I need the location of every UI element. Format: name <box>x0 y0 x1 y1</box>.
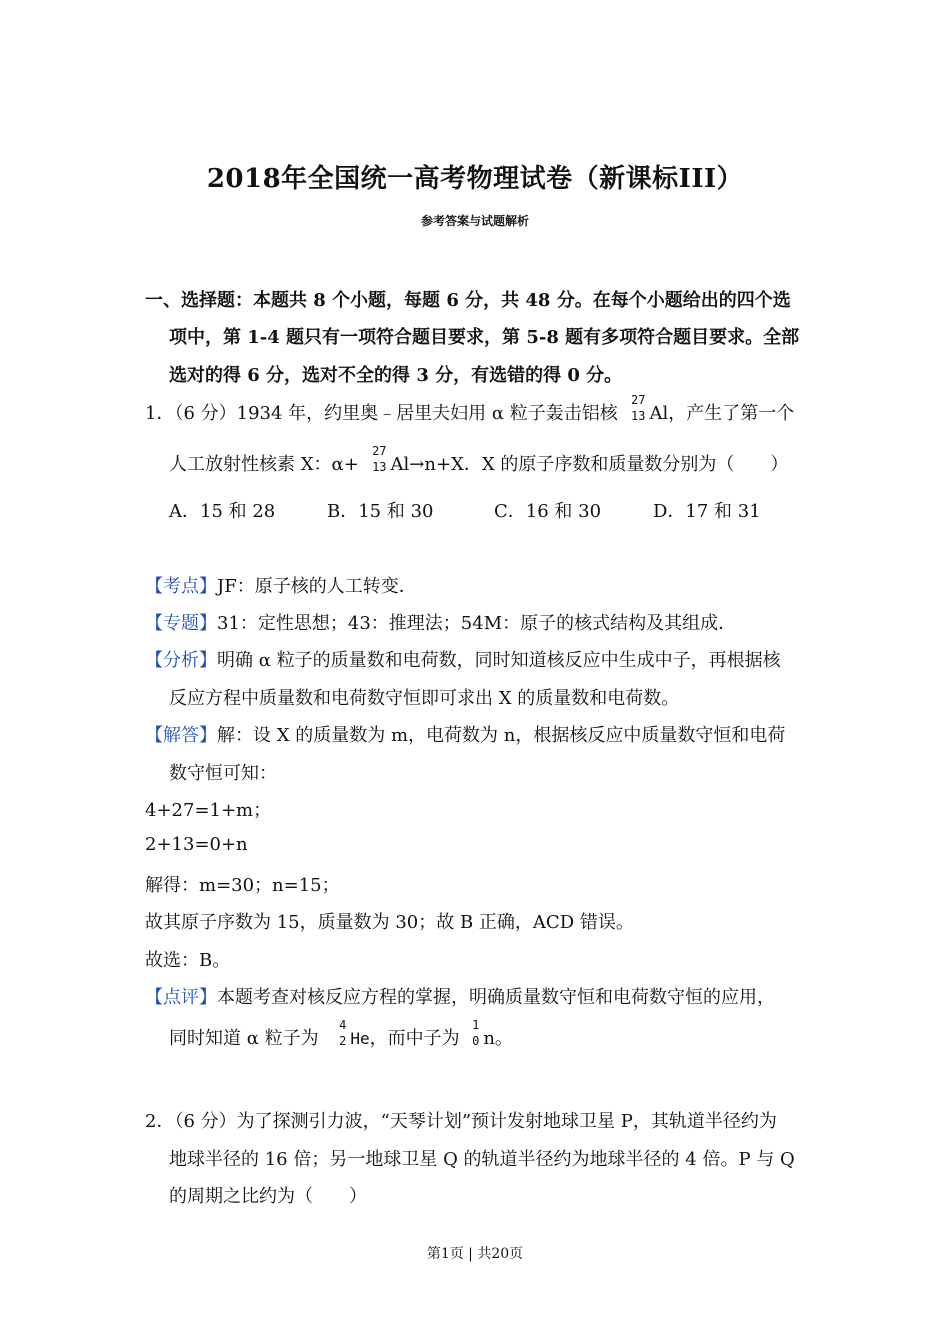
section-heading-line-1: 一、选择题：本题共 8 个小题，每题 6 分，共 48 分。在每个小题给出的四个选 <box>145 290 791 311</box>
zhuanti-text: 31：定性思想；43：推理法；54M：原子的核式结构及其组成． <box>217 613 737 634</box>
q1-stem-line-1 <box>145 393 795 425</box>
dianping-tag: 【点评】 <box>145 987 217 1008</box>
q1-option-a: A．15 和 28 <box>169 501 276 522</box>
al-mass-number: 27 <box>631 393 646 407</box>
fenxi-line-1 <box>145 646 781 672</box>
dianping-line-1 <box>145 983 775 1009</box>
zhuanti-tag: 【专题】 <box>145 613 217 634</box>
fenxi-tag: 【分析】 <box>145 650 217 671</box>
equation-1: 4+27=1+m； <box>145 800 272 821</box>
al-mass-number-2: 27 <box>372 444 387 458</box>
helium-symbol: He <box>350 1029 370 1048</box>
fenxi-text-1: 明确 α 粒子的质量数和电荷数，同时知道核反应中生成中子，再根据核 <box>217 650 781 671</box>
n-atomic-number: 0 <box>472 1034 480 1048</box>
neutron-nuclide-symbol <box>467 1018 481 1050</box>
equation-2: 2+13=0+n <box>145 834 248 855</box>
q1-stem-text-b: Al，产生了第一个 <box>649 403 795 424</box>
q2-stem-line-1: 2．（6 分）为了探测引力波，“天琴计划”预计发射地球卫星 P，其轨道半径约为 <box>145 1111 777 1132</box>
helium-nuclide-symbol <box>326 1018 348 1050</box>
aluminum-nuclide-symbol-2 <box>367 444 389 476</box>
jieda-text-1: 解：设 X 的质量数为 m，电荷数为 n，根据核反应中质量数守恒和电荷 <box>217 725 786 746</box>
kaodian-line <box>145 572 417 598</box>
q1-option-b: B．15 和 30 <box>327 501 434 522</box>
n-mass-number: 1 <box>472 1018 480 1032</box>
equation-3: 解得：m=30；n=15； <box>145 875 340 896</box>
kaodian-text: JF：原子核的人工转变． <box>217 576 417 597</box>
q1-stem-text-a: 1．（6 分）1934 年，约里奥﹣居里夫妇用 α 粒子轰击铝核 <box>145 403 618 424</box>
page-footer: 第1页 | 共20页 <box>426 1246 524 1262</box>
q1-option-d: D．17 和 31 <box>653 501 761 522</box>
kaodian-tag: 【考点】 <box>145 576 217 597</box>
aluminum-nuclide-symbol <box>626 393 648 425</box>
q1-option-c: C．16 和 30 <box>494 501 602 522</box>
he-mass-number: 4 <box>339 1018 347 1032</box>
q1-stem-text-d: Al→n+X．X 的原子序数和质量数分别为（ ） <box>390 454 789 475</box>
dianping-text-2b: ，而中子为 <box>369 1028 460 1049</box>
neutron-symbol: n。 <box>483 1028 513 1049</box>
page-title: 2018年全国统一高考物理试卷（新课标III） <box>206 164 744 194</box>
jieda-line-2: 数守恒可知： <box>169 763 277 784</box>
section-heading-line-3: 选对的得 6 分，选对不全的得 3 分，有选错的得 0 分。 <box>169 365 623 386</box>
q1-stem-line-2 <box>169 444 789 476</box>
dianping-line-2 <box>169 1018 513 1050</box>
al-atomic-number-2: 13 <box>372 460 387 474</box>
conclusion-line: 故其原子序数为 15，质量数为 30；故 B 正确，ACD 错误。 <box>145 912 634 933</box>
page-subtitle: 参考答案与试题解析 <box>420 214 529 228</box>
al-atomic-number: 13 <box>631 409 646 423</box>
answer-line: 故选：B。 <box>145 950 231 971</box>
he-atomic-number: 2 <box>339 1034 347 1048</box>
q2-stem-line-3: 的周期之比约为（ ） <box>169 1186 367 1207</box>
dianping-text-1: 本题考查对核反应方程的掌握，明确质量数守恒和电荷数守恒的应用， <box>217 987 775 1008</box>
fenxi-line-2: 反应方程中质量数和电荷数守恒即可求出 X 的质量数和电荷数。 <box>169 688 680 709</box>
zhuanti-line <box>145 609 736 635</box>
q1-stem-text-c: 人工放射性核素 X：α+ <box>169 454 359 475</box>
section-heading-line-2: 项中，第 1-4 题只有一项符合题目要求，第 5-8 题有多项符合题目要求。全部 <box>169 327 800 348</box>
jieda-tag: 【解答】 <box>145 725 217 746</box>
jieda-line-1 <box>145 721 785 747</box>
dianping-text-2a: 同时知道 α 粒子为 <box>169 1028 319 1049</box>
q2-stem-line-2: 地球半径的 16 倍；另一地球卫星 Q 的轨道半径约为地球半径的 4 倍。P 与 Q <box>169 1149 795 1170</box>
